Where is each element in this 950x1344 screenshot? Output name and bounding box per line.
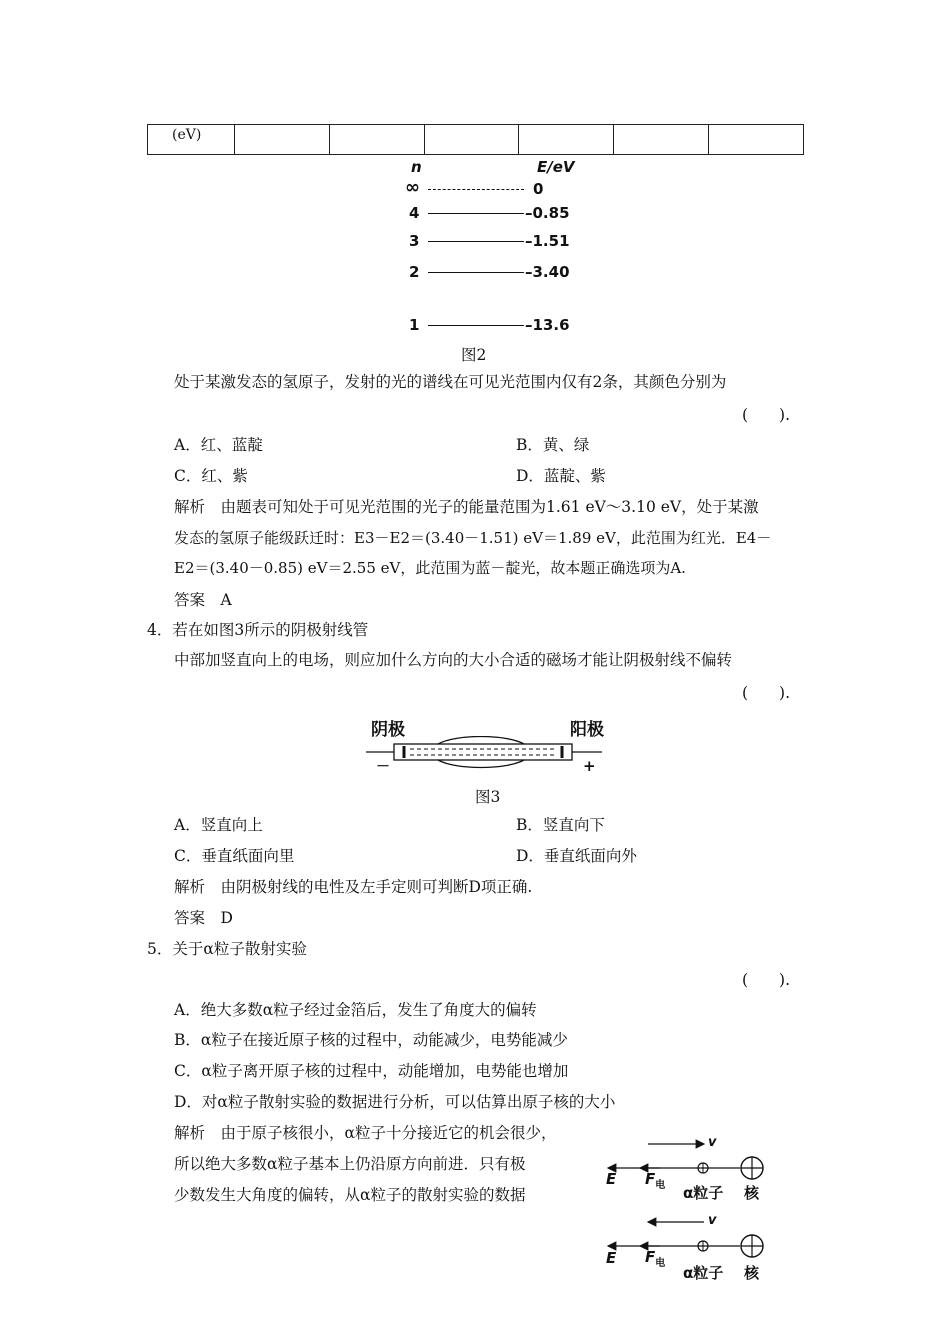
fig3-caption: 图3: [475, 788, 501, 806]
level-line: [428, 272, 524, 273]
level-n: ∞: [405, 177, 420, 198]
table-cell: [614, 125, 709, 155]
q5-option-b: B．α粒子在接近原子核的过程中，动能减少，电势能减少: [174, 1031, 568, 1049]
level-energy: –1.51: [525, 232, 570, 250]
plus-sign: +: [583, 757, 596, 775]
level-line: [428, 213, 524, 214]
q5-paren: ( ).: [742, 971, 791, 989]
q4-option-d: D．垂直纸面向外: [516, 847, 637, 865]
nucleus-label: 核: [744, 1264, 760, 1282]
q5-option-a: A．绝大多数α粒子经过金箔后，发生了角度大的偏转: [174, 1001, 537, 1019]
level-energy: –13.6: [525, 316, 570, 334]
q4-option-c: C．垂直纸面向里: [174, 847, 295, 865]
q4-stem-line2: 中部加竖直向上的电场，则应加什么方向的大小合适的磁场才能让阴极射线不偏转: [174, 651, 733, 669]
q4-option-a: A．竖直向上: [174, 816, 263, 834]
force-label: [645, 1248, 665, 1269]
q3-option-b: B．黄、绿: [516, 436, 590, 454]
q3-option-d: D．蓝靛、紫: [516, 467, 606, 485]
q4-analysis: 解析 由阴极射线的电性及左手定则可判断D项正确.: [174, 878, 533, 896]
level-line: [428, 241, 524, 242]
q5-stem: 5．关于α粒子散射实验: [147, 940, 307, 958]
q4-stem-line1: 4．若在如图3所示的阴极射线管: [147, 621, 369, 639]
fig2-n-label: n: [411, 158, 422, 176]
alpha-particle-label: α粒子: [683, 1264, 724, 1282]
q5-analysis-line: 解析 由于原子核很小，α粒子十分接近它的机会很少，: [174, 1124, 557, 1142]
table-cell: [709, 125, 804, 155]
velocity-label: v: [708, 1213, 717, 1228]
q4-option-b: B．竖直向下: [516, 816, 605, 834]
q3-option-a: A．红、蓝靛: [174, 436, 263, 454]
level-n: 1: [409, 316, 420, 334]
minus-sign: －: [376, 759, 390, 775]
field-label: E: [606, 1170, 617, 1188]
q5-option-c: C．α粒子离开原子核的过程中，动能增加，电势能也增加: [174, 1062, 569, 1080]
level-energy: –3.40: [525, 263, 570, 281]
table-unit-cell: (eV): [148, 125, 235, 155]
table-cell: [235, 125, 330, 155]
level-line-dashed: [428, 189, 524, 190]
q4-paren: ( ).: [742, 684, 791, 702]
cathode-ray-tube-diagram: [366, 736, 606, 776]
q5-option-d: D．对α粒子散射实验的数据进行分析，可以估算出原子核的大小: [174, 1093, 616, 1111]
nucleus-label: 核: [744, 1184, 760, 1202]
q5-analysis-line: 少数发生大角度的偏转，从α粒子的散射实验的数据: [174, 1186, 526, 1204]
level-line: [428, 325, 524, 326]
field-label: E: [606, 1249, 617, 1267]
fig2-caption: 图2: [461, 346, 487, 364]
q3-stem: 处于某激发态的氢原子，发射的光的谱线在可见光范围内仅有2条，其颜色分别为: [174, 373, 727, 391]
force-symbol: F: [645, 1170, 656, 1188]
q3-analysis-line: E2＝(3.40－0.85) eV＝2.55 eV，此范围为蓝－靛光，故本题正确选项为A.: [174, 559, 686, 577]
q4-answer: 答案 D: [174, 909, 233, 927]
energy-table: [147, 124, 804, 155]
level-energy: 0: [533, 180, 544, 198]
alpha-particle-label: α粒子: [683, 1184, 724, 1202]
table-cell: [424, 125, 519, 155]
table-cell: [519, 125, 614, 155]
q3-paren: ( ).: [742, 406, 791, 424]
q3-analysis-line: 发态的氢原子能级跃迁时：E3－E2＝(3.40－1.51) eV＝1.89 eV，此范围为红光．E4－: [174, 529, 772, 547]
level-n: 4: [409, 204, 420, 222]
q3-analysis-line: 解析 由题表可知处于可见光范围的光子的能量范围为1.61 eV～3.10 eV，处于某激: [174, 498, 759, 516]
anode-label: 阳极: [570, 720, 604, 740]
force-label: [645, 1170, 665, 1191]
fig2-e-label: E/eV: [537, 158, 575, 176]
q3-option-c: C．红、紫: [174, 467, 248, 485]
q5-analysis-line: 所以绝大多数α粒子基本上仍沿原方向前进．只有极: [174, 1155, 526, 1173]
level-energy: –0.85: [525, 204, 570, 222]
force-symbol: F: [645, 1248, 656, 1266]
q3-answer: 答案 A: [174, 591, 232, 609]
force-subscript: 电: [655, 1180, 666, 1191]
velocity-label: v: [708, 1135, 717, 1150]
force-subscript: 电: [655, 1258, 666, 1269]
level-n: 2: [409, 263, 420, 281]
table-cell: [329, 125, 424, 155]
level-n: 3: [409, 232, 420, 250]
cathode-label: 阴极: [371, 720, 405, 740]
